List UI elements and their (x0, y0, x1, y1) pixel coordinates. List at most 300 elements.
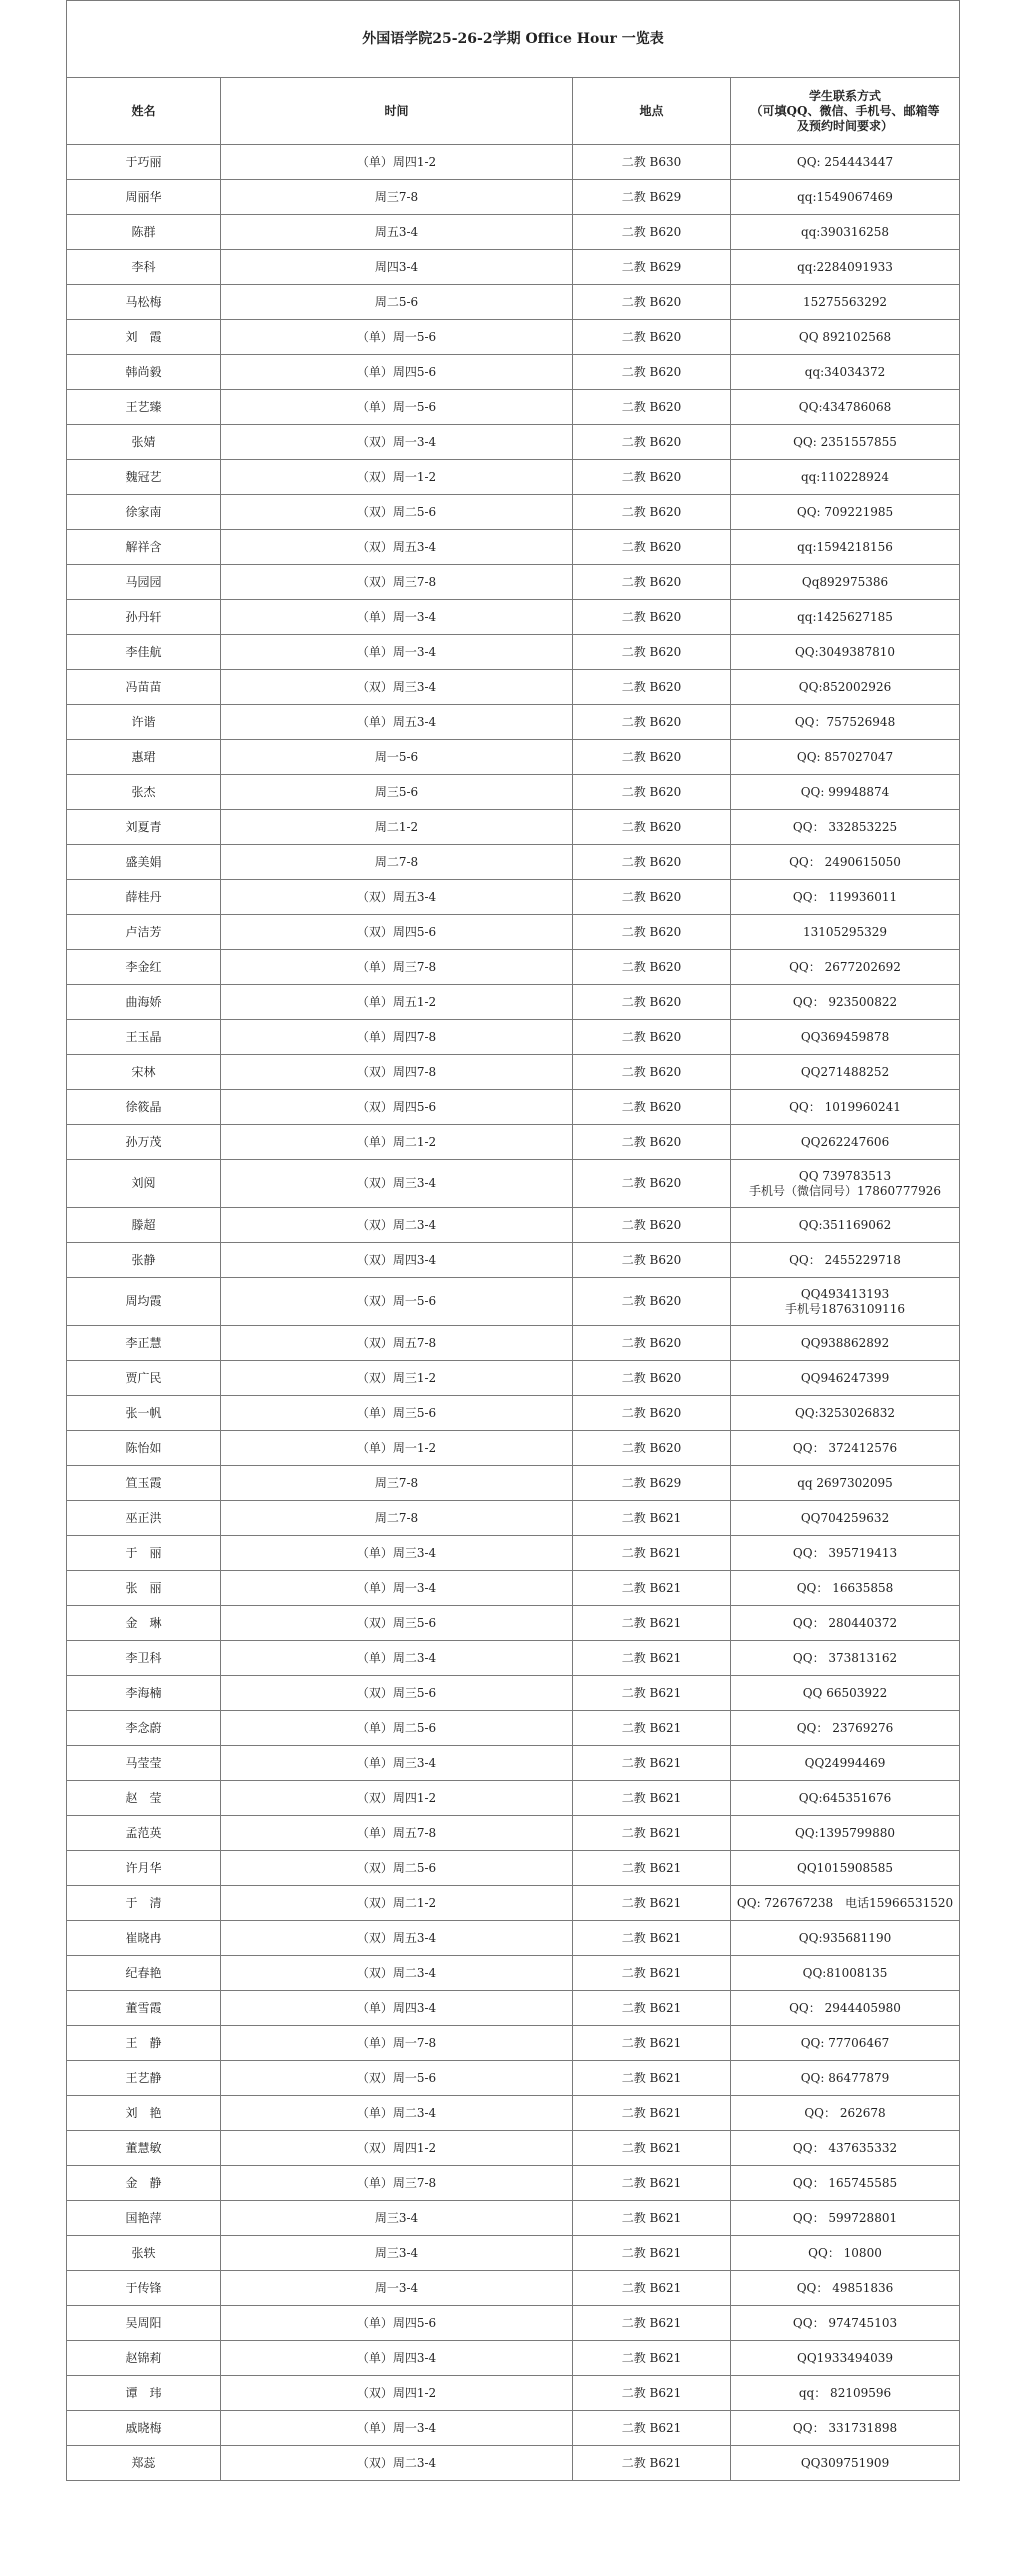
table-row (67, 740, 960, 775)
cell-contact: QQ： 49851836 (731, 2271, 960, 2306)
cell-contact: QQ： 280440372 (731, 1606, 960, 1641)
cell-time: （双）周二3-4 (221, 1956, 573, 1991)
cell-location: 二教 B620 (573, 1125, 731, 1160)
table-row (67, 2446, 960, 2481)
cell-location: 二教 B620 (573, 355, 731, 390)
cell-time: （单）周一3-4 (221, 600, 573, 635)
cell-time: （单）周三3-4 (221, 1746, 573, 1781)
cell-contact: QQ262247606 (731, 1125, 960, 1160)
cell-contact: QQ： 437635332 (731, 2131, 960, 2166)
cell-time: （双）周四5-6 (221, 1090, 573, 1125)
cell-location: 二教 B620 (573, 775, 731, 810)
cell-time: （单）周二5-6 (221, 1711, 573, 1746)
cell-time: （双）周三1-2 (221, 1361, 573, 1396)
cell-name: 冯苗苗 (67, 670, 221, 705)
cell-name: 吴周阳 (67, 2306, 221, 2341)
cell-location: 二教 B620 (573, 1055, 731, 1090)
table-row (67, 2271, 960, 2306)
cell-contact: QQ 739783513 手机号（微信同号）17860777926 (731, 1160, 960, 1208)
cell-name: 刘 霞 (67, 320, 221, 355)
table-row (67, 1431, 960, 1466)
table-row (67, 1921, 960, 1956)
cell-location: 二教 B620 (573, 1396, 731, 1431)
cell-name: 曲海娇 (67, 985, 221, 1020)
cell-name: 金 琳 (67, 1606, 221, 1641)
cell-contact: QQ： 332853225 (731, 810, 960, 845)
cell-location: 二教 B620 (573, 320, 731, 355)
table-row (67, 1851, 960, 1886)
cell-location: 二教 B620 (573, 1326, 731, 1361)
cell-name: 李科 (67, 250, 221, 285)
cell-name: 马莹莹 (67, 1746, 221, 1781)
cell-contact: QQ： 119936011 (731, 880, 960, 915)
cell-contact: Qq892975386 (731, 565, 960, 600)
cell-location: 二教 B620 (573, 1160, 731, 1208)
table-row (67, 390, 960, 425)
cell-contact: QQ271488252 (731, 1055, 960, 1090)
cell-time: （双）周四7-8 (221, 1055, 573, 1090)
cell-time: （单）周一3-4 (221, 1571, 573, 1606)
table-row (67, 810, 960, 845)
cell-name: 董慧敏 (67, 2131, 221, 2166)
cell-time: （双）周五3-4 (221, 880, 573, 915)
cell-contact: QQ：757526948 (731, 705, 960, 740)
cell-time: （双）周三5-6 (221, 1676, 573, 1711)
cell-location: 二教 B620 (573, 600, 731, 635)
cell-location: 二教 B630 (573, 145, 731, 180)
table-row (67, 2306, 960, 2341)
cell-name: 徐筱晶 (67, 1090, 221, 1125)
cell-name: 盛美娟 (67, 845, 221, 880)
cell-contact: QQ309751909 (731, 2446, 960, 2481)
table-row (67, 2236, 960, 2271)
cell-time: （单）周三7-8 (221, 2166, 573, 2201)
cell-name: 韩尚毅 (67, 355, 221, 390)
cell-time: （单）周四3-4 (221, 2341, 573, 2376)
cell-contact: 15275563292 (731, 285, 960, 320)
cell-contact: QQ: 2351557855 (731, 425, 960, 460)
table-row (67, 845, 960, 880)
cell-time: （双）周三5-6 (221, 1606, 573, 1641)
office-hour-table (66, 0, 960, 2481)
cell-location: 二教 B620 (573, 565, 731, 600)
cell-contact: QQ: 254443447 (731, 145, 960, 180)
cell-name: 李念蔚 (67, 1711, 221, 1746)
cell-time: 周三7-8 (221, 180, 573, 215)
cell-contact: QQ:3049387810 (731, 635, 960, 670)
cell-name: 笪玉霞 (67, 1466, 221, 1501)
cell-location: 二教 B621 (573, 2376, 731, 2411)
cell-name: 卢洁芳 (67, 915, 221, 950)
table-row (67, 1641, 960, 1676)
cell-contact: qq 2697302095 (731, 1466, 960, 1501)
table-title: 外国语学院25-26-2学期 Office Hour 一览表 (67, 1, 960, 78)
cell-location: 二教 B621 (573, 2026, 731, 2061)
cell-time: （双）周五3-4 (221, 530, 573, 565)
cell-contact: QQ 892102568 (731, 320, 960, 355)
table-row (67, 1956, 960, 1991)
cell-time: （双）周一3-4 (221, 425, 573, 460)
cell-time: （单）周四5-6 (221, 2306, 573, 2341)
cell-name: 赵 莹 (67, 1781, 221, 1816)
header-contact: 学生联系方式 （可填QQ、微信、手机号、邮箱等 及预约时间要求） (731, 78, 960, 145)
cell-name: 王玉晶 (67, 1020, 221, 1055)
table-row (67, 1278, 960, 1326)
cell-contact: QQ:852002926 (731, 670, 960, 705)
cell-contact: QQ： 2490615050 (731, 845, 960, 880)
cell-contact: QQ1933494039 (731, 2341, 960, 2376)
cell-contact: QQ： 974745103 (731, 2306, 960, 2341)
cell-name: 王 静 (67, 2026, 221, 2061)
table-row (67, 2201, 960, 2236)
cell-location: 二教 B621 (573, 1606, 731, 1641)
cell-location: 二教 B629 (573, 1466, 731, 1501)
table-row (67, 1501, 960, 1536)
cell-contact: QQ： 1019960241 (731, 1090, 960, 1125)
cell-time: （双）周二3-4 (221, 2446, 573, 2481)
cell-time: （双）周一5-6 (221, 2061, 573, 2096)
cell-contact: QQ:1395799880 (731, 1816, 960, 1851)
table-row (67, 915, 960, 950)
cell-time: （单）周四1-2 (221, 145, 573, 180)
cell-location: 二教 B621 (573, 2096, 731, 2131)
cell-time: （双）周二5-6 (221, 1851, 573, 1886)
cell-time: （单）周五1-2 (221, 985, 573, 1020)
cell-contact: QQ938862892 (731, 1326, 960, 1361)
cell-contact: 13105295329 (731, 915, 960, 950)
cell-time: 周二5-6 (221, 285, 573, 320)
cell-name: 魏冠艺 (67, 460, 221, 495)
cell-contact: QQ: 709221985 (731, 495, 960, 530)
table-row (67, 1816, 960, 1851)
table-row (67, 1886, 960, 1921)
cell-contact: qq:110228924 (731, 460, 960, 495)
cell-name: 张杰 (67, 775, 221, 810)
cell-location: 二教 B621 (573, 1781, 731, 1816)
cell-contact: QQ: 99948874 (731, 775, 960, 810)
cell-time: （单）周三7-8 (221, 950, 573, 985)
cell-location: 二教 B620 (573, 635, 731, 670)
table-row (67, 1020, 960, 1055)
table-row (67, 565, 960, 600)
cell-location: 二教 B621 (573, 2166, 731, 2201)
cell-location: 二教 B621 (573, 1816, 731, 1851)
cell-location: 二教 B620 (573, 740, 731, 775)
cell-contact: QQ： 373813162 (731, 1641, 960, 1676)
cell-name: 马松梅 (67, 285, 221, 320)
cell-contact: QQ24994469 (731, 1746, 960, 1781)
cell-contact: qq:390316258 (731, 215, 960, 250)
table-row (67, 1160, 960, 1208)
cell-location: 二教 B620 (573, 1020, 731, 1055)
cell-name: 李正慧 (67, 1326, 221, 1361)
cell-location: 二教 B621 (573, 2201, 731, 2236)
table-row (67, 250, 960, 285)
cell-time: 周二7-8 (221, 845, 573, 880)
title-row (67, 1, 960, 78)
table-row (67, 145, 960, 180)
cell-time: （双）周三7-8 (221, 565, 573, 600)
table-row (67, 355, 960, 390)
table-row (67, 635, 960, 670)
cell-time: （单）周五7-8 (221, 1816, 573, 1851)
cell-location: 二教 B620 (573, 985, 731, 1020)
cell-location: 二教 B620 (573, 670, 731, 705)
table-row (67, 1466, 960, 1501)
cell-location: 二教 B620 (573, 1243, 731, 1278)
cell-name: 戚晓梅 (67, 2411, 221, 2446)
cell-time: 周三3-4 (221, 2236, 573, 2271)
cell-name: 张婧 (67, 425, 221, 460)
cell-time: （双）周一5-6 (221, 1278, 573, 1326)
cell-name: 谭 玮 (67, 2376, 221, 2411)
cell-time: （双）周四5-6 (221, 915, 573, 950)
cell-name: 李佳航 (67, 635, 221, 670)
cell-time: （双）周五3-4 (221, 1921, 573, 1956)
table-row (67, 1396, 960, 1431)
cell-time: （单）周四3-4 (221, 1991, 573, 2026)
cell-name: 李金红 (67, 950, 221, 985)
cell-location: 二教 B621 (573, 2236, 731, 2271)
cell-name: 于传锋 (67, 2271, 221, 2306)
cell-time: （双）周四3-4 (221, 1243, 573, 1278)
cell-name: 周均霞 (67, 1278, 221, 1326)
cell-contact: QQ: 726767238 电话15966531520 (731, 1886, 960, 1921)
cell-name: 张 丽 (67, 1571, 221, 1606)
cell-name: 张轶 (67, 2236, 221, 2271)
cell-time: 周四3-4 (221, 250, 573, 285)
cell-name: 滕超 (67, 1208, 221, 1243)
cell-name: 刘阅 (67, 1160, 221, 1208)
cell-time: （单）周二3-4 (221, 2096, 573, 2131)
cell-location: 二教 B620 (573, 1431, 731, 1466)
cell-time: （单）周一5-6 (221, 320, 573, 355)
table-row (67, 2131, 960, 2166)
table-row (67, 1781, 960, 1816)
cell-time: （双）周二3-4 (221, 1208, 573, 1243)
table-row (67, 2166, 960, 2201)
cell-location: 二教 B620 (573, 1090, 731, 1125)
cell-location: 二教 B620 (573, 425, 731, 460)
cell-name: 解祥含 (67, 530, 221, 565)
cell-contact: QQ:81008135 (731, 1956, 960, 1991)
cell-name: 马园园 (67, 565, 221, 600)
cell-time: 周三7-8 (221, 1466, 573, 1501)
cell-name: 王艺静 (67, 2061, 221, 2096)
cell-name: 于巧丽 (67, 145, 221, 180)
cell-location: 二教 B620 (573, 845, 731, 880)
cell-location: 二教 B621 (573, 1886, 731, 1921)
cell-name: 于 清 (67, 1886, 221, 1921)
cell-time: （单）周三5-6 (221, 1396, 573, 1431)
cell-name: 周丽华 (67, 180, 221, 215)
cell-time: （双）周一1-2 (221, 460, 573, 495)
cell-name: 贾广民 (67, 1361, 221, 1396)
cell-time: （单）周一1-2 (221, 1431, 573, 1466)
table-row (67, 1711, 960, 1746)
table-row (67, 705, 960, 740)
table-row (67, 1746, 960, 1781)
cell-contact: QQ704259632 (731, 1501, 960, 1536)
table-row (67, 1361, 960, 1396)
cell-time: 周一3-4 (221, 2271, 573, 2306)
table-row (67, 1606, 960, 1641)
cell-time: （单）周一3-4 (221, 2411, 573, 2446)
cell-time: （单）周二3-4 (221, 1641, 573, 1676)
cell-location: 二教 B629 (573, 250, 731, 285)
cell-location: 二教 B621 (573, 1991, 731, 2026)
cell-contact: QQ:3253026832 (731, 1396, 960, 1431)
cell-name: 纪春艳 (67, 1956, 221, 1991)
cell-location: 二教 B620 (573, 1278, 731, 1326)
table-row (67, 1090, 960, 1125)
table-row (67, 460, 960, 495)
cell-time: （双）周四1-2 (221, 2376, 573, 2411)
table-row (67, 2096, 960, 2131)
cell-name: 孟范英 (67, 1816, 221, 1851)
cell-location: 二教 B620 (573, 390, 731, 425)
cell-time: （单）周一5-6 (221, 390, 573, 425)
cell-time: （双）周五7-8 (221, 1326, 573, 1361)
cell-location: 二教 B621 (573, 1536, 731, 1571)
cell-contact: QQ1015908585 (731, 1851, 960, 1886)
cell-name: 郑蕊 (67, 2446, 221, 2481)
cell-time: 周三5-6 (221, 775, 573, 810)
header-row (67, 78, 960, 145)
cell-contact: QQ:935681190 (731, 1921, 960, 1956)
cell-location: 二教 B620 (573, 950, 731, 985)
cell-time: （单）周二1-2 (221, 1125, 573, 1160)
cell-contact: QQ 66503922 (731, 1676, 960, 1711)
cell-location: 二教 B621 (573, 1571, 731, 1606)
table-row (67, 215, 960, 250)
cell-location: 二教 B621 (573, 1641, 731, 1676)
cell-time: （单）周三3-4 (221, 1536, 573, 1571)
cell-contact: QQ:645351676 (731, 1781, 960, 1816)
cell-name: 许月华 (67, 1851, 221, 1886)
cell-location: 二教 B621 (573, 1746, 731, 1781)
cell-time: 周二7-8 (221, 1501, 573, 1536)
cell-time: （双）周三3-4 (221, 670, 573, 705)
cell-name: 刘 艳 (67, 2096, 221, 2131)
cell-location: 二教 B621 (573, 1676, 731, 1711)
cell-contact: qq:2284091933 (731, 250, 960, 285)
cell-location: 二教 B620 (573, 880, 731, 915)
cell-location: 二教 B620 (573, 1208, 731, 1243)
cell-name: 赵锦莉 (67, 2341, 221, 2376)
table-row (67, 2411, 960, 2446)
cell-contact: QQ： 10800 (731, 2236, 960, 2271)
cell-time: 周五3-4 (221, 215, 573, 250)
cell-name: 刘夏青 (67, 810, 221, 845)
cell-contact: QQ： 16635858 (731, 1571, 960, 1606)
header-time: 时间 (221, 78, 573, 145)
cell-contact: qq:1594218156 (731, 530, 960, 565)
cell-location: 二教 B620 (573, 460, 731, 495)
cell-time: （单）周五3-4 (221, 705, 573, 740)
table-row (67, 950, 960, 985)
cell-contact: QQ： 262678 (731, 2096, 960, 2131)
cell-name: 惠珺 (67, 740, 221, 775)
cell-time: （单）周一3-4 (221, 635, 573, 670)
cell-location: 二教 B620 (573, 285, 731, 320)
cell-location: 二教 B621 (573, 1501, 731, 1536)
cell-time: 周三3-4 (221, 2201, 573, 2236)
cell-time: 周二1-2 (221, 810, 573, 845)
table-row (67, 880, 960, 915)
table-row (67, 1243, 960, 1278)
cell-contact: QQ946247399 (731, 1361, 960, 1396)
header-name: 姓名 (67, 78, 221, 145)
table-body (67, 145, 960, 2481)
cell-contact: qq:34034372 (731, 355, 960, 390)
table-row (67, 2341, 960, 2376)
table-row (67, 425, 960, 460)
cell-location: 二教 B621 (573, 2131, 731, 2166)
cell-name: 许谐 (67, 705, 221, 740)
cell-contact: QQ:434786068 (731, 390, 960, 425)
cell-time: （双）周二1-2 (221, 1886, 573, 1921)
table-row (67, 1208, 960, 1243)
cell-name: 陈怡如 (67, 1431, 221, 1466)
table-row (67, 495, 960, 530)
office-hour-sheet (66, 0, 959, 2481)
cell-location: 二教 B621 (573, 1851, 731, 1886)
cell-contact: QQ493413193 手机号18763109116 (731, 1278, 960, 1326)
table-row (67, 2061, 960, 2096)
cell-contact: QQ： 2944405980 (731, 1991, 960, 2026)
cell-contact: QQ369459878 (731, 1020, 960, 1055)
cell-contact: QQ： 23769276 (731, 1711, 960, 1746)
cell-location: 二教 B629 (573, 180, 731, 215)
cell-name: 李海楠 (67, 1676, 221, 1711)
table-row (67, 1536, 960, 1571)
cell-time: （单）周四7-8 (221, 1020, 573, 1055)
cell-time: （双）周二5-6 (221, 495, 573, 530)
cell-time: 周一5-6 (221, 740, 573, 775)
cell-location: 二教 B620 (573, 530, 731, 565)
cell-contact: qq:1425627185 (731, 600, 960, 635)
cell-name: 李卫科 (67, 1641, 221, 1676)
cell-location: 二教 B621 (573, 1711, 731, 1746)
cell-contact: qq:1549067469 (731, 180, 960, 215)
cell-name: 王艺臻 (67, 390, 221, 425)
table-row (67, 2026, 960, 2061)
cell-location: 二教 B621 (573, 2446, 731, 2481)
cell-location: 二教 B621 (573, 2411, 731, 2446)
cell-name: 崔晓冉 (67, 1921, 221, 1956)
cell-time: （双）周四1-2 (221, 1781, 573, 1816)
table-row (67, 1571, 960, 1606)
cell-contact: QQ： 2677202692 (731, 950, 960, 985)
cell-contact: QQ： 395719413 (731, 1536, 960, 1571)
table-row (67, 670, 960, 705)
cell-contact: QQ： 2455229718 (731, 1243, 960, 1278)
table-row (67, 2376, 960, 2411)
table-row (67, 600, 960, 635)
cell-time: （双）周三3-4 (221, 1160, 573, 1208)
cell-location: 二教 B621 (573, 2271, 731, 2306)
cell-location: 二教 B620 (573, 1361, 731, 1396)
cell-name: 金 静 (67, 2166, 221, 2201)
cell-name: 薛桂丹 (67, 880, 221, 915)
cell-contact: QQ:351169062 (731, 1208, 960, 1243)
cell-contact: QQ: 857027047 (731, 740, 960, 775)
table-row (67, 775, 960, 810)
cell-contact: QQ： 599728801 (731, 2201, 960, 2236)
cell-contact: QQ： 923500822 (731, 985, 960, 1020)
cell-name: 巫正洪 (67, 1501, 221, 1536)
